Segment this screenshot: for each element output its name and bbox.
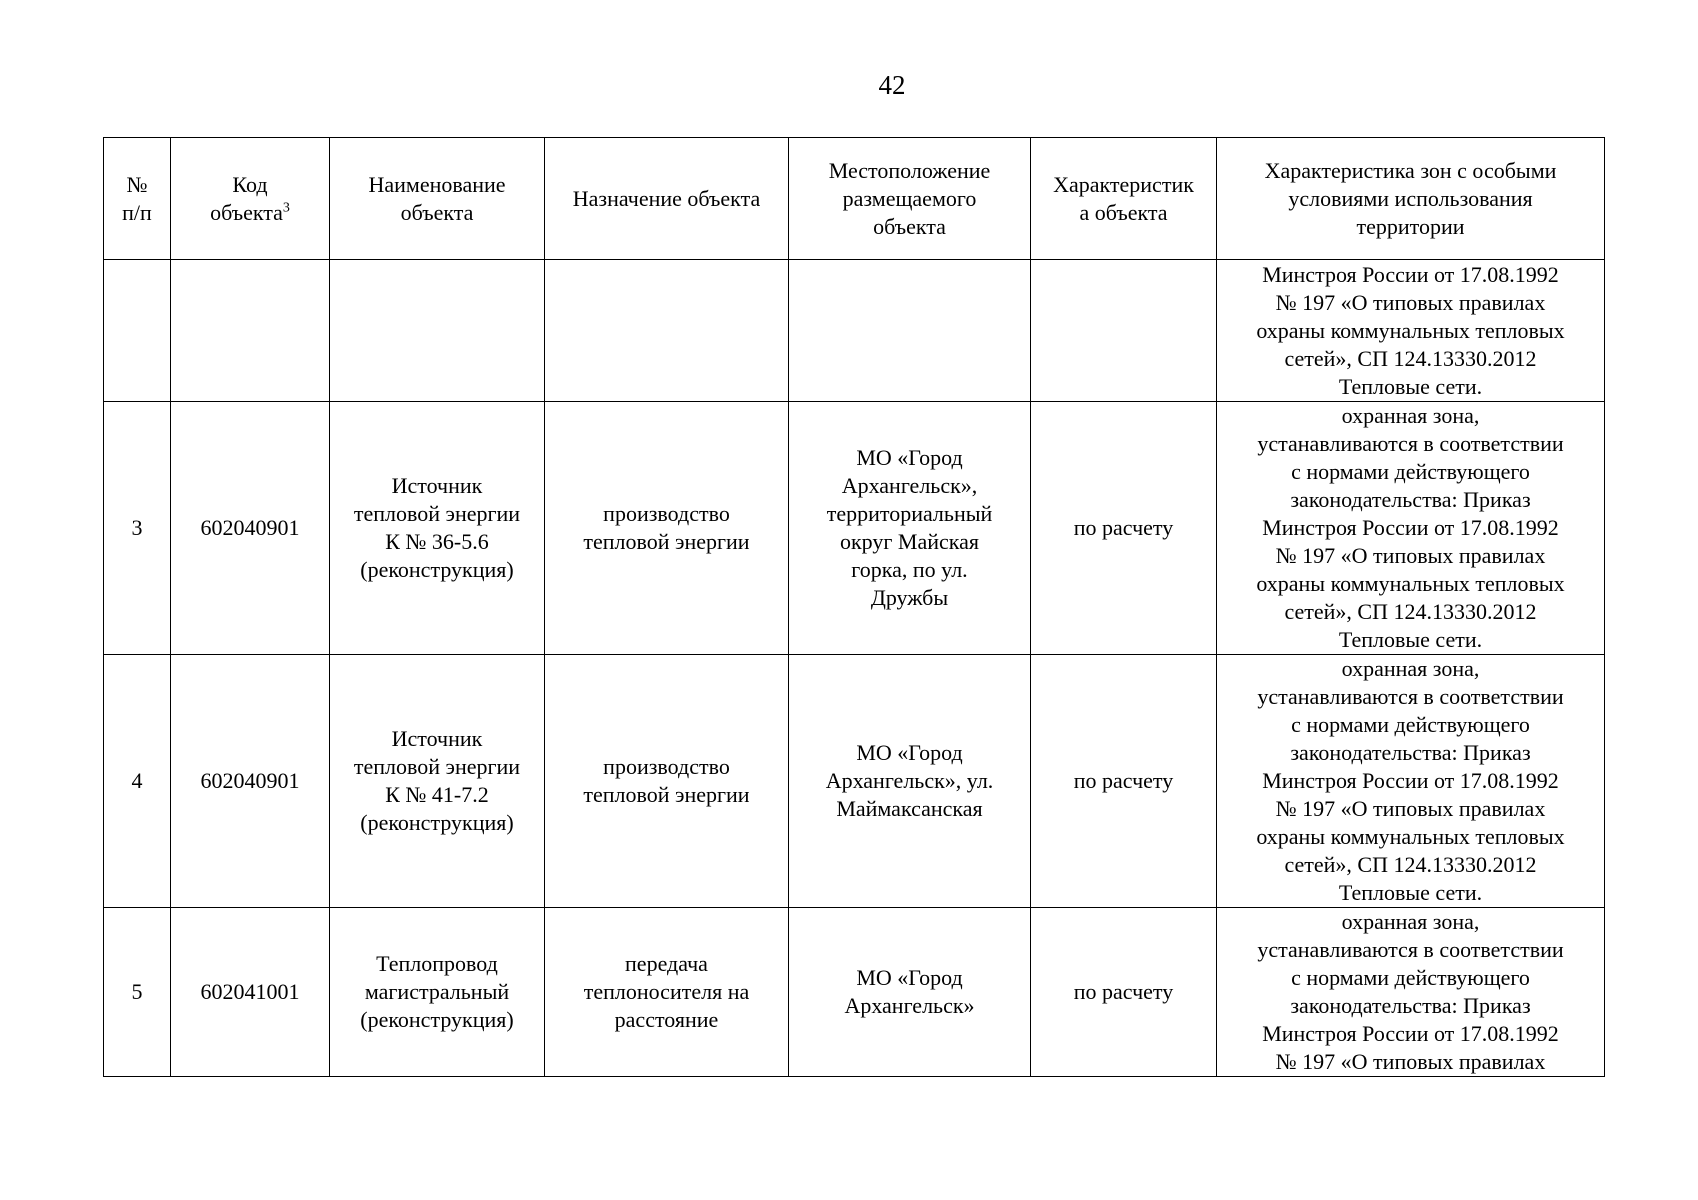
header-name: Наименование объекта [330,138,545,260]
table-row [104,908,1605,1077]
cell-purpose: производство тепловой энергии [545,402,789,655]
footnote-marker: 3 [282,200,290,216]
cell-num: 5 [104,908,171,1077]
table-row [104,402,1605,655]
header-zones: Характеристика зон с особыми условиями использования территории [1217,138,1605,260]
cell-location: МО «Город Архангельск», территориальный округ Майская горка, по ул. Дружбы [789,402,1031,655]
cell-name [330,260,545,402]
page-number: 42 [878,70,906,100]
cell-characteristic: по расчету [1031,402,1217,655]
table-row [104,655,1605,908]
cell-characteristic [1031,260,1217,402]
cell-code: 602040901 [171,402,330,655]
objects-table [103,137,1605,1077]
table-header-row [104,138,1605,260]
cell-name: Теплопровод магистральный (реконструкция) [330,908,545,1077]
cell-purpose [545,260,789,402]
header-purpose: Назначение объекта [545,138,789,260]
cell-zones: Минстроя России от 17.08.1992 № 197 «О типовых правилах охраны коммунальных тепловых сетей», СП 124.13330.2012 Тепловые сети. [1217,260,1605,402]
cell-characteristic: по расчету [1031,655,1217,908]
cell-name: Источник тепловой энергии К № 36-5.6 (реконструкция) [330,402,545,655]
cell-zones: охранная зона, устанавливаются в соответствии с нормами действующего законодательства: Приказ Минстроя России от 17.08.1992 № 197 «О типовых правилах [1217,908,1605,1077]
cell-code: 602040901 [171,655,330,908]
cell-code [171,260,330,402]
header-num: № п/п [104,138,171,260]
header-location: Местоположение размещаемого объекта [789,138,1031,260]
cell-characteristic: по расчету [1031,908,1217,1077]
cell-code: 602041001 [171,908,330,1077]
cell-location: МО «Город Архангельск», ул. Маймаксанская [789,655,1031,908]
cell-purpose: передача теплоносителя на расстояние [545,908,789,1077]
header-code: Код объекта$^3$ [171,138,330,260]
cell-num [104,260,171,402]
cell-zones: охранная зона, устанавливаются в соответствии с нормами действующего законодательства: Приказ Минстроя России от 17.08.1992 № 197 «О типовых правилах охраны коммунальных тепловых сетей», СП 124.13330.2012 Тепловые сети. [1217,402,1605,655]
cell-location [789,260,1031,402]
cell-location: МО «Город Архангельск» [789,908,1031,1077]
cell-num: 4 [104,655,171,908]
cell-purpose: производство тепловой энергии [545,655,789,908]
cell-zones: охранная зона, устанавливаются в соответствии с нормами действующего законодательства: Приказ Минстроя России от 17.08.1992 № 197 «О типовых правилах охраны коммунальных тепловых сетей», СП 124.13330.2012 Тепловые сети. [1217,655,1605,908]
table-row [104,260,1605,402]
header-characteristic: Характеристик а объекта [1031,138,1217,260]
cell-num: 3 [104,402,171,655]
cell-name: Источник тепловой энергии К № 41-7.2 (реконструкция) [330,655,545,908]
